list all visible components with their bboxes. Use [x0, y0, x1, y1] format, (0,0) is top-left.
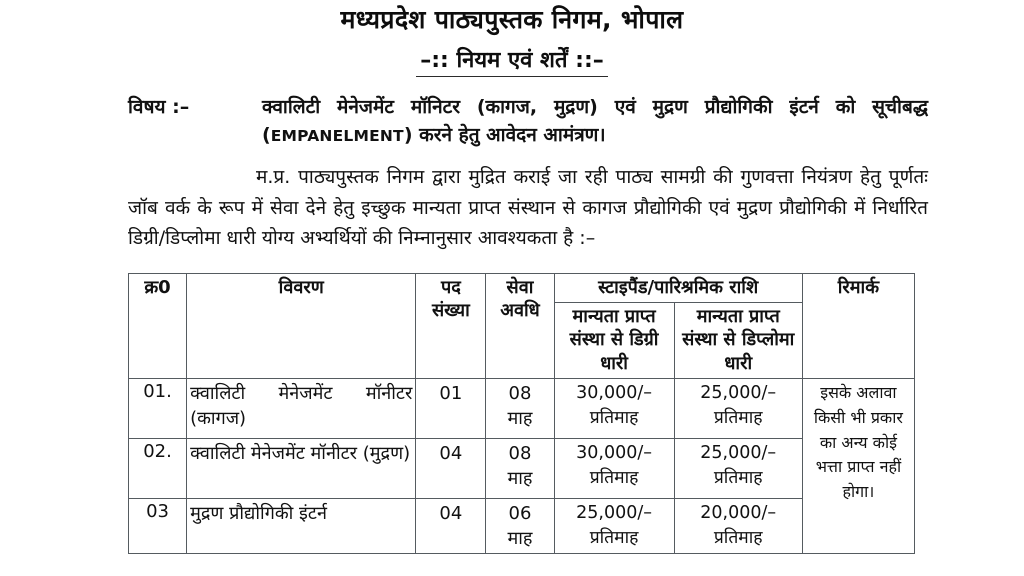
duration-value: 08 — [508, 383, 532, 405]
table-row — [129, 439, 915, 499]
degree-period: प्रतिमाह — [589, 407, 639, 428]
cell-stipend-diploma — [674, 379, 802, 439]
cell-service-duration — [486, 499, 554, 554]
requirements-table-container — [0, 273, 1024, 554]
degree-amount: 25,000/– — [576, 503, 653, 524]
cell-post-count: 01 — [416, 379, 486, 439]
cell-stipend-diploma — [674, 439, 802, 499]
cell-stipend-diploma — [674, 499, 802, 554]
cell-description: क्वालिटी मेनेजमेंट मॉनीटर (मुद्रण) — [187, 439, 416, 499]
duration-unit: माह — [507, 528, 533, 550]
subject-text-before: क्वालिटी मेनेजमेंट मॉनिटर (कागज, मुद्रण) एवं मुद्रण प्रौद्योगिकी इंटर्न को सूचीबद्ध ( — [262, 95, 928, 147]
cell-remark-merged: इसके अलावा किसी भी प्रकार का अन्य कोई भत्ता प्राप्त नहीं होगा। — [802, 379, 914, 554]
header-remark: रिमार्क — [802, 274, 914, 379]
cell-stipend-degree — [554, 439, 674, 499]
diploma-period: प्रतिमाह — [713, 407, 763, 428]
cell-service-duration — [486, 379, 554, 439]
header-description: विवरण — [187, 274, 416, 379]
cell-post-count: 04 — [416, 499, 486, 554]
body-paragraph: म.प्र. पाठ्यपुस्तक निगम द्वारा मुद्रित कराई जा रही पाठ्य सामग्री की गुणवत्ता नियंत्रण हेतु पूर्णतः जॉब वर्क के रूप में सेवा देने हेतु इच्छुक मान्यता प्राप्त संस्थान से कागज प्रौद्योगिकी एवं मुद्रण प्रौद्योगिकी में निर्धारित डिग्री/डिप्लोमा धारी योग्य अभ्यर्थियों की निम्नानुसार आवश्यकता है :– — [128, 165, 928, 250]
cell-post-count: 04 — [416, 439, 486, 499]
subject-block — [0, 93, 1024, 150]
degree-period: प्रतिमाह — [589, 467, 639, 488]
cell-serial-number: 02. — [129, 439, 187, 499]
diploma-amount: 25,000/– — [700, 383, 777, 404]
duration-value: 06 — [508, 503, 532, 525]
diploma-period: प्रतिमाह — [713, 467, 763, 488]
diploma-period: प्रतिमाह — [713, 527, 763, 548]
table-row — [129, 379, 915, 439]
cell-serial-number: 03 — [129, 499, 187, 554]
table-header-row-primary — [129, 274, 915, 303]
header-stipend-degree: मान्यता प्राप्त संस्था से डिग्री धारी — [554, 302, 674, 378]
table-row — [129, 499, 915, 554]
subject-text-after: ) करने हेतु आवेदन आमंत्रण। — [403, 124, 606, 147]
diploma-amount: 25,000/– — [700, 443, 777, 464]
cell-stipend-degree — [554, 379, 674, 439]
header-service-duration: सेवा अवधि — [486, 274, 554, 379]
subtitle-container — [0, 48, 1024, 77]
degree-amount: 30,000/– — [576, 383, 653, 404]
subject-acronym: EMPANELMENT — [270, 127, 404, 146]
organization-title: मध्यप्रदेश पाठ्यपुस्तक निगम, भोपाल — [340, 5, 684, 34]
document-subtitle: –:: नियम एवं शर्तें ::– — [416, 48, 608, 77]
duration-unit: माह — [507, 468, 533, 490]
degree-amount: 30,000/– — [576, 443, 653, 464]
header-stipend-diploma: मान्यता प्राप्त संस्था से डिप्लोमा धारी — [674, 302, 802, 378]
cell-serial-number: 01. — [129, 379, 187, 439]
degree-period: प्रतिमाह — [589, 527, 639, 548]
diploma-amount: 20,000/– — [700, 503, 777, 524]
requirements-table — [128, 273, 915, 554]
header-serial-number: क्र0 — [129, 274, 187, 379]
cell-description: क्वालिटी मेनेजमेंट मॉनीटर (कागज) — [187, 379, 416, 439]
cell-service-duration — [486, 439, 554, 499]
cell-stipend-degree — [554, 499, 674, 554]
header-post-count: पद संख्या — [416, 274, 486, 379]
duration-value: 08 — [508, 443, 532, 465]
subject-text — [262, 93, 928, 150]
table-head — [129, 274, 915, 379]
subject-label: विषय :– — [128, 95, 190, 118]
header-stipend-group: स्टाइपैंड/पारिश्रमिक राशि — [554, 274, 802, 303]
table-body — [129, 379, 915, 554]
duration-unit: माह — [507, 408, 533, 430]
cell-description: मुद्रण प्रौद्योगिकी इंटर्न — [187, 499, 416, 554]
